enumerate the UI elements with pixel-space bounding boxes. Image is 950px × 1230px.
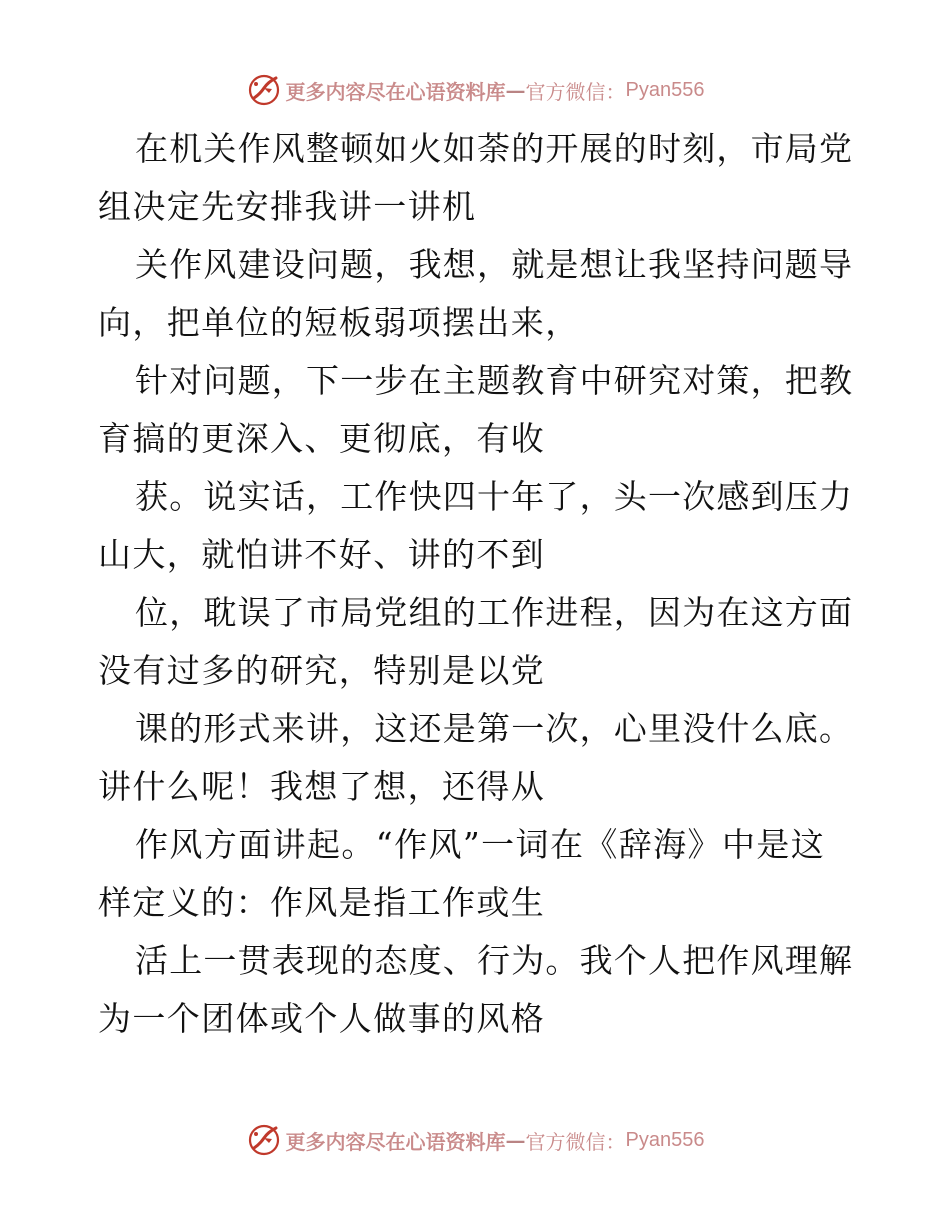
watermark-text: 更多内容尽在心语资料库 bbox=[285, 1129, 506, 1154]
watermark-wechat-label: 官方微信： bbox=[525, 1129, 626, 1154]
watermark-wechat-label: 官方微信： bbox=[525, 79, 626, 104]
watermark-dash: — bbox=[505, 1128, 526, 1152]
footer-watermark bbox=[0, 1120, 950, 1160]
text-line: 讲什么呢！我想了想，还得从 bbox=[98, 767, 546, 806]
text-line: 获。说实话，工作快四十年了，头一次感到压力 bbox=[135, 477, 854, 516]
header-watermark bbox=[0, 70, 950, 110]
text-line: 活上一贯表现的态度、行为。我个人把作风理解 bbox=[135, 941, 854, 980]
watermark-dash: — bbox=[505, 78, 526, 102]
text-line: 没有过多的研究，特别是以党 bbox=[98, 651, 546, 690]
watermark-text: 更多内容尽在心语资料库 bbox=[285, 79, 506, 104]
text-line: 关作风建设问题，我想，就是想让我坚持问题导 bbox=[135, 245, 854, 284]
watermark-wechat-id: Pyan556 bbox=[625, 78, 705, 101]
text-line: 位，耽误了市局党组的工作进程，因为在这方面 bbox=[135, 593, 854, 632]
pen-logo-icon bbox=[246, 1122, 282, 1158]
text-line: 向，把单位的短板弱项摆出来， bbox=[98, 303, 580, 342]
text-line: 样定义的：作风是指工作或生 bbox=[98, 883, 546, 922]
text-line: 为一个团体或个人做事的风格 bbox=[98, 999, 546, 1038]
text-line: 课的形式来讲，这还是第一次，心里没什么底。 bbox=[135, 709, 854, 748]
text-line: 育搞的更深入、更彻底，有收 bbox=[98, 419, 546, 458]
watermark-wechat-id: Pyan556 bbox=[625, 1128, 705, 1151]
document-body bbox=[98, 120, 854, 1048]
text-line: 山大，就怕讲不好、讲的不到 bbox=[98, 535, 546, 574]
text-line: 针对问题，下一步在主题教育中研究对策，把教 bbox=[135, 361, 854, 400]
pen-logo-icon bbox=[246, 72, 282, 108]
text-line: 在机关作风整顿如火如荼的开展的时刻，市局党 bbox=[135, 129, 854, 168]
text-line: 组决定先安排我讲一讲机 bbox=[98, 187, 477, 226]
text-line: 作风方面讲起。“作风”一词在《辞海》中是这 bbox=[135, 825, 826, 864]
